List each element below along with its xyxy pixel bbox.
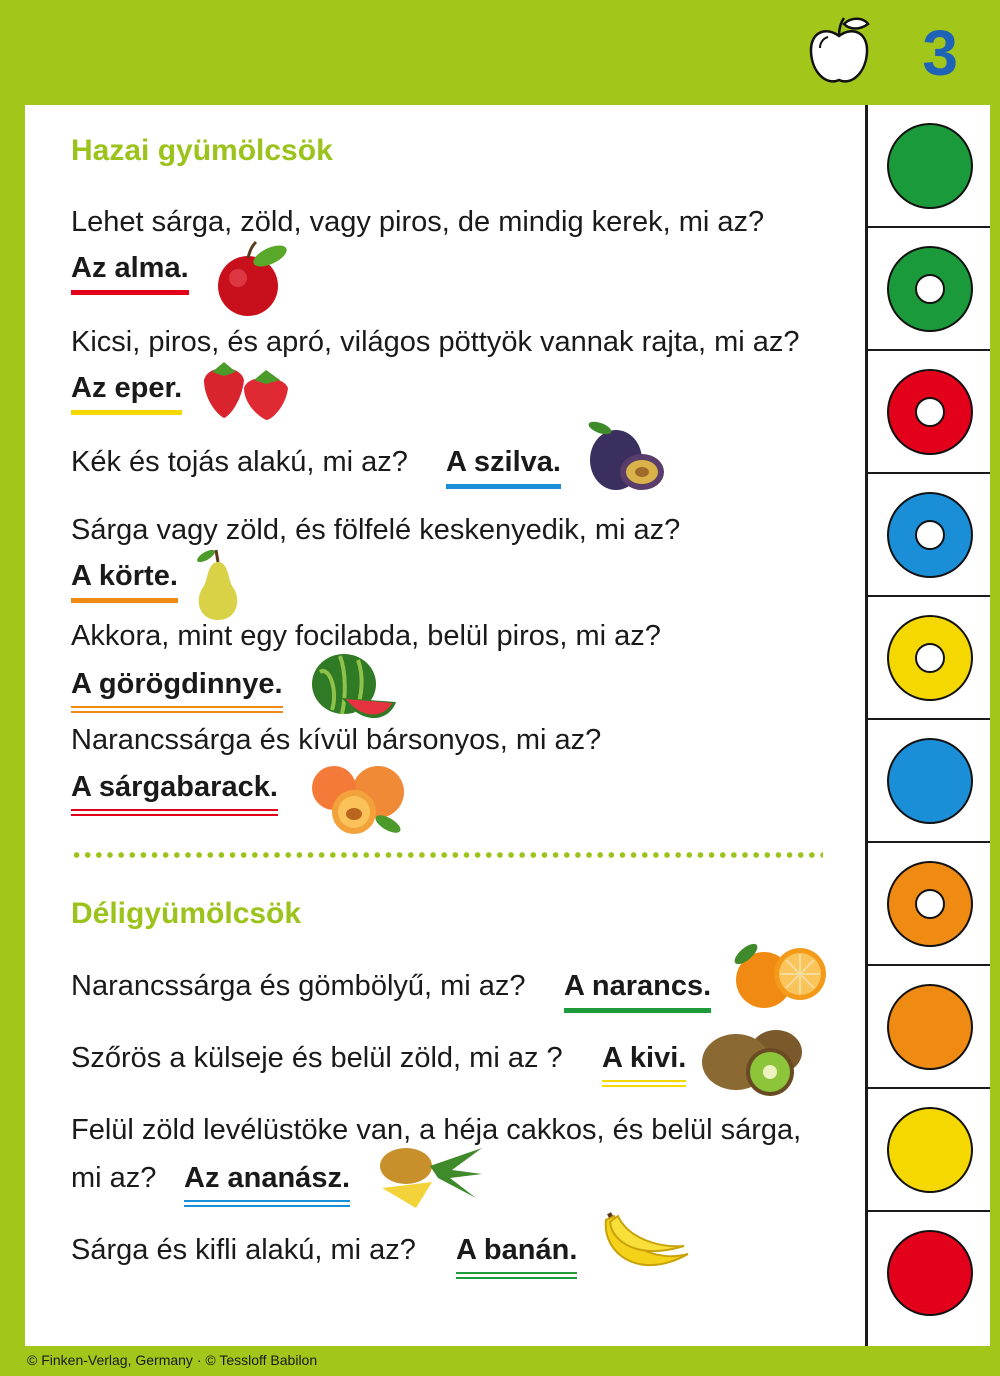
answer-1: Az alma. — [71, 252, 189, 295]
answer-key-dot[interactable] — [887, 369, 973, 455]
answer-3: A szilva. — [446, 446, 561, 489]
answer-key-slot-4 — [868, 474, 990, 597]
answer-key-slot-2 — [868, 228, 990, 351]
plum-icon — [586, 420, 668, 494]
apple-icon — [212, 240, 292, 318]
question-5: Akkora, mint egy focilabda, belül piros, mi az? — [71, 620, 661, 652]
question-10: Sárga és kifli alakú, mi az? — [71, 1234, 416, 1266]
answer-key-dot[interactable] — [887, 861, 973, 947]
answer-6: A sárgabarack. — [71, 771, 278, 816]
apricot-icon — [306, 762, 406, 836]
answer-9: Az ananász. — [184, 1162, 350, 1207]
answer-key-slot-7 — [868, 843, 990, 966]
answer-2: Az eper. — [71, 372, 182, 415]
answer-key-dot[interactable] — [887, 984, 973, 1070]
answer-key-slot-9 — [868, 1089, 990, 1212]
answer-key-slot-6 — [868, 720, 990, 843]
question-1: Lehet sárga, zöld, vagy piros, de mindig kerek, mi az? — [71, 206, 765, 238]
answer-key-slot-8 — [868, 966, 990, 1089]
question-6: Narancssárga és kívül bársonyos, mi az? — [71, 724, 602, 756]
question-3: Kék és tojás alakú, mi az? — [71, 446, 408, 478]
answer-key-dot[interactable] — [887, 246, 973, 332]
pear-icon — [186, 548, 248, 622]
answer-key-slot-5 — [868, 597, 990, 720]
question-2: Kicsi, piros, és apró, világos pöttyök vannak rajta, mi az? — [71, 326, 800, 358]
answer-key-column — [865, 105, 990, 1346]
kiwi-icon — [700, 1026, 804, 1098]
answer-4: A körte. — [71, 560, 178, 603]
answer-key-dot[interactable] — [887, 1107, 973, 1193]
apple-outline-icon — [806, 14, 872, 88]
answer-key-slot-1 — [868, 105, 990, 228]
answer-key-slot-10 — [868, 1212, 990, 1335]
section-title-southern-fruits: Déligyümölcsök — [71, 897, 302, 930]
answer-key-dot[interactable] — [887, 1230, 973, 1316]
orange-icon — [732, 942, 830, 1014]
pineapple-icon — [372, 1144, 484, 1210]
strawberry-icon — [198, 358, 294, 422]
answer-key-dot[interactable] — [887, 492, 973, 578]
page-number: 3 — [922, 17, 958, 89]
section-divider — [71, 851, 823, 859]
question-7: Narancssárga és gömbölyű, mi az? — [71, 970, 526, 1002]
question-9-line2: mi az? — [71, 1162, 157, 1194]
question-9: Felül zöld levélüstöke van, a héja cakkos, és belül sárga, — [71, 1114, 802, 1146]
answer-key-dot[interactable] — [887, 123, 973, 209]
answer-key-dot[interactable] — [887, 738, 973, 824]
answer-key-dot[interactable] — [887, 615, 973, 701]
question-8: Szőrös a külseje és belül zöld, mi az ? — [71, 1042, 563, 1074]
answer-5: A görögdinnye. — [71, 668, 283, 713]
watermelon-icon — [306, 652, 398, 726]
answer-key-slot-3 — [868, 351, 990, 474]
answer-8: A kivi. — [602, 1042, 686, 1087]
question-4: Sárga vagy zöld, és fölfelé keskenyedik, mi az? — [71, 514, 681, 546]
section-title-home-fruits: Hazai gyümölcsök — [71, 134, 333, 167]
answer-7: A narancs. — [564, 970, 711, 1013]
copyright-footer: © Finken-Verlag, Germany · © Tessloff Babilon — [27, 1352, 318, 1368]
answer-10: A banán. — [456, 1234, 577, 1279]
banana-icon — [598, 1212, 694, 1282]
